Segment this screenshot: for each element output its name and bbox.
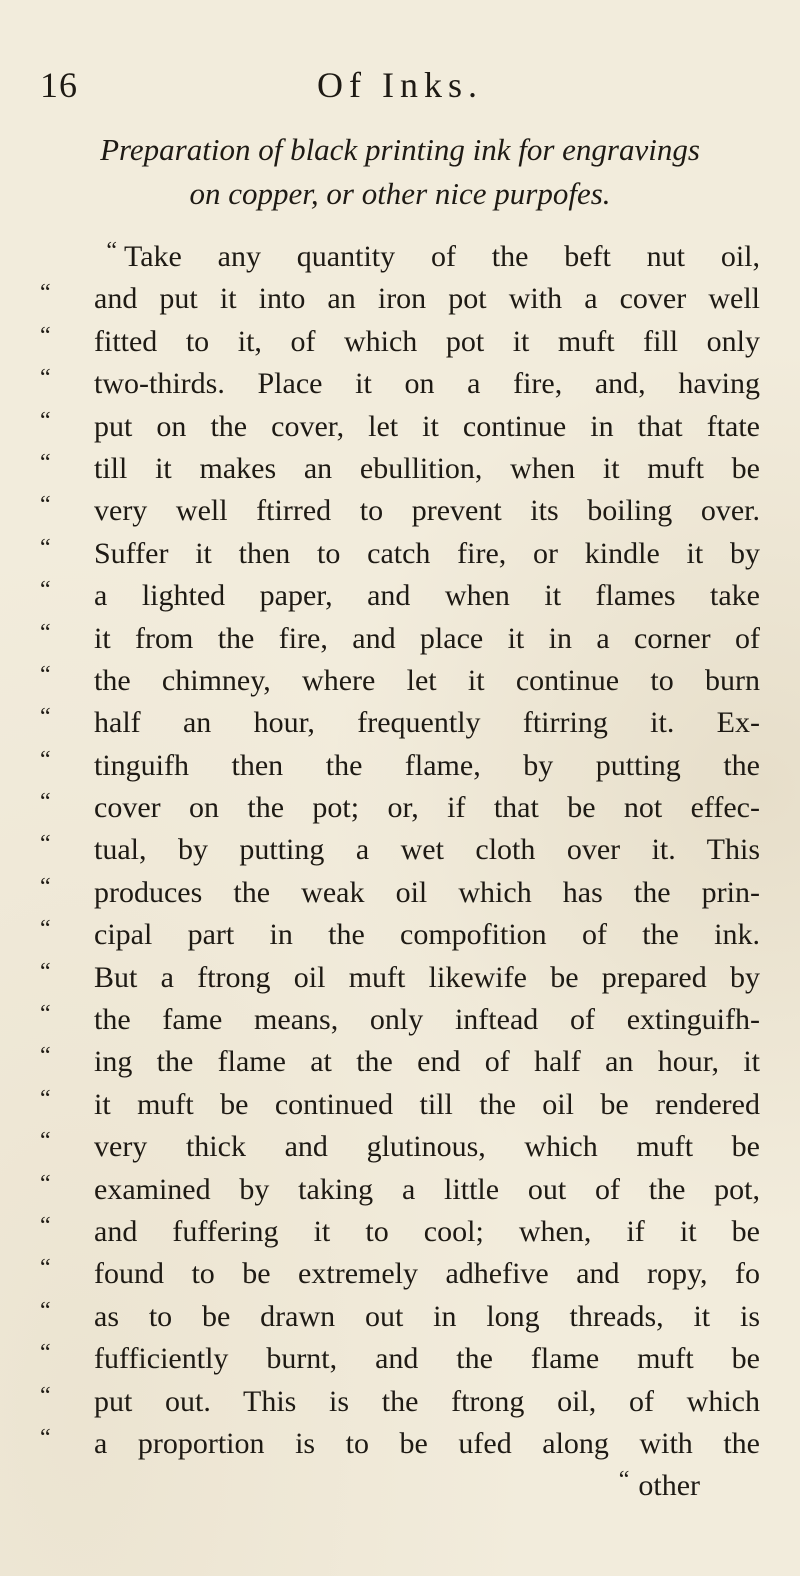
text-line	[40, 661, 760, 706]
line-text: But a ftrong oil muft likewife be prepared by	[94, 960, 760, 994]
text-line	[40, 1257, 760, 1299]
quote-mark: “	[40, 1212, 52, 1239]
quote-mark: “	[40, 1255, 52, 1282]
text-line	[40, 1297, 760, 1342]
quote-mark: “	[40, 1128, 52, 1155]
running-head: Of Inks.	[317, 65, 483, 105]
text-line	[40, 322, 760, 367]
quote-mark: “	[40, 407, 52, 434]
text-line	[40, 1342, 760, 1384]
line-text: produces the weak oil which has the prin-	[94, 875, 760, 909]
text-line	[40, 1170, 760, 1215]
text-line	[40, 746, 760, 791]
text-line	[40, 1424, 760, 1469]
text-line	[40, 1130, 760, 1172]
quote-mark: “	[40, 1382, 52, 1409]
text-line	[40, 579, 760, 621]
text-line	[40, 534, 760, 579]
quote-mark: “	[40, 322, 52, 349]
quote-mark: “	[40, 577, 52, 604]
quote-mark: “	[40, 1170, 52, 1197]
line-text: found to be extremely adhefive and ropy, fo	[94, 1257, 760, 1291]
quote-mark: “	[40, 704, 52, 731]
text-line	[40, 1003, 760, 1045]
quote-mark: “	[40, 280, 52, 307]
quote-mark: “	[40, 1340, 52, 1367]
text-line	[40, 282, 760, 324]
section-title	[40, 128, 760, 216]
text-line	[40, 407, 760, 452]
line-text: fufficiently burnt, and the flame muft be	[94, 1342, 760, 1376]
quote-mark: “	[40, 449, 52, 476]
section-title-line-2: on copper, or other nice purpofes.	[189, 176, 611, 211]
quote-mark: “	[618, 1467, 631, 1494]
quote-mark: “	[40, 873, 52, 900]
line-text: very thick and glutinous, which muft be	[94, 1130, 760, 1164]
line-text: tinguifh then the flame, by putting the	[94, 748, 760, 782]
line-text: a lighted paper, and when it flames take	[94, 579, 760, 613]
quote-mark: “	[40, 365, 52, 392]
quote-mark: “	[40, 1043, 52, 1070]
catchword	[40, 1469, 760, 1511]
text-line	[40, 240, 760, 282]
line-text: the chimney, where let it continue to burn	[94, 663, 760, 697]
quote-mark: “	[40, 789, 52, 816]
line-text: Suffer it then to catch fire, or kindle it by	[94, 536, 760, 570]
line-text: and put it into an iron pot with a cover well	[94, 282, 760, 316]
body-text	[40, 240, 760, 1511]
line-text: examined by taking a little out of the pot,	[94, 1172, 760, 1206]
quote-mark: “	[40, 619, 52, 646]
text-line	[40, 494, 760, 536]
text-line	[40, 619, 760, 664]
text-line	[40, 1212, 760, 1257]
line-text: cover on the pot; or, if that be not effec-	[94, 791, 760, 825]
quote-mark: “	[40, 1424, 52, 1451]
line-text: it muft be continued till the oil be rendered	[94, 1087, 760, 1121]
quote-mark: “	[40, 916, 52, 943]
section-title-line-1: Preparation of black printing ink for engravings	[100, 132, 700, 167]
text-line	[40, 918, 760, 960]
text-line	[40, 791, 760, 833]
page-number: 16	[40, 65, 78, 105]
line-text: fitted to it, of which pot it muft fill only	[94, 324, 760, 358]
line-text: put out. This is the ftrong oil, of which	[94, 1384, 760, 1418]
text-line	[40, 1382, 760, 1427]
quote-mark: “	[106, 238, 118, 264]
text-line	[40, 833, 760, 875]
quote-mark: “	[40, 492, 52, 519]
quote-mark: “	[40, 661, 52, 688]
line-text: and fuffering it to cool; when, if it be	[94, 1214, 760, 1248]
catchword-text: other	[638, 1469, 700, 1503]
text-line	[40, 706, 760, 748]
quote-mark: “	[40, 746, 52, 773]
line-text: half an hour, frequently ftirring it. Ex-	[94, 706, 760, 740]
text-line	[40, 873, 760, 918]
quote-mark: “	[40, 1001, 52, 1028]
quote-mark: “	[40, 831, 52, 858]
text-line	[40, 449, 760, 494]
quote-mark: “	[40, 958, 52, 985]
line-text: ing the flame at the end of half an hour, it	[94, 1045, 760, 1079]
line-text: very well ftirred to prevent its boiling over.	[94, 494, 760, 528]
text-line	[40, 1085, 760, 1130]
line-text: tual, by putting a wet cloth over it. This	[94, 833, 760, 867]
line-text: as to be drawn out in long threads, it is	[94, 1299, 760, 1333]
line-text: till it makes an ebullition, when it muft be	[94, 451, 760, 485]
line-text: a proportion is to be ufed along with the	[94, 1426, 760, 1460]
quote-mark: “	[40, 534, 52, 561]
line-text: the fame means, only inftead of extinguifh-	[94, 1003, 760, 1037]
text-line	[40, 958, 760, 1003]
line-text: two-thirds. Place it on a fire, and, having	[94, 367, 760, 401]
text-line	[40, 367, 760, 409]
quote-mark: “	[40, 1085, 52, 1112]
line-text: cipal part in the compofition of the ink.	[94, 918, 760, 952]
line-text: put on the cover, let it continue in that ftate	[94, 409, 760, 443]
page-header	[40, 64, 760, 114]
line-text: it from the fire, and place it in a corner of	[94, 621, 760, 655]
text-line	[40, 1045, 760, 1087]
quote-mark: “	[40, 1297, 52, 1324]
line-text: Take any quantity of the beft nut oil,	[124, 240, 760, 273]
